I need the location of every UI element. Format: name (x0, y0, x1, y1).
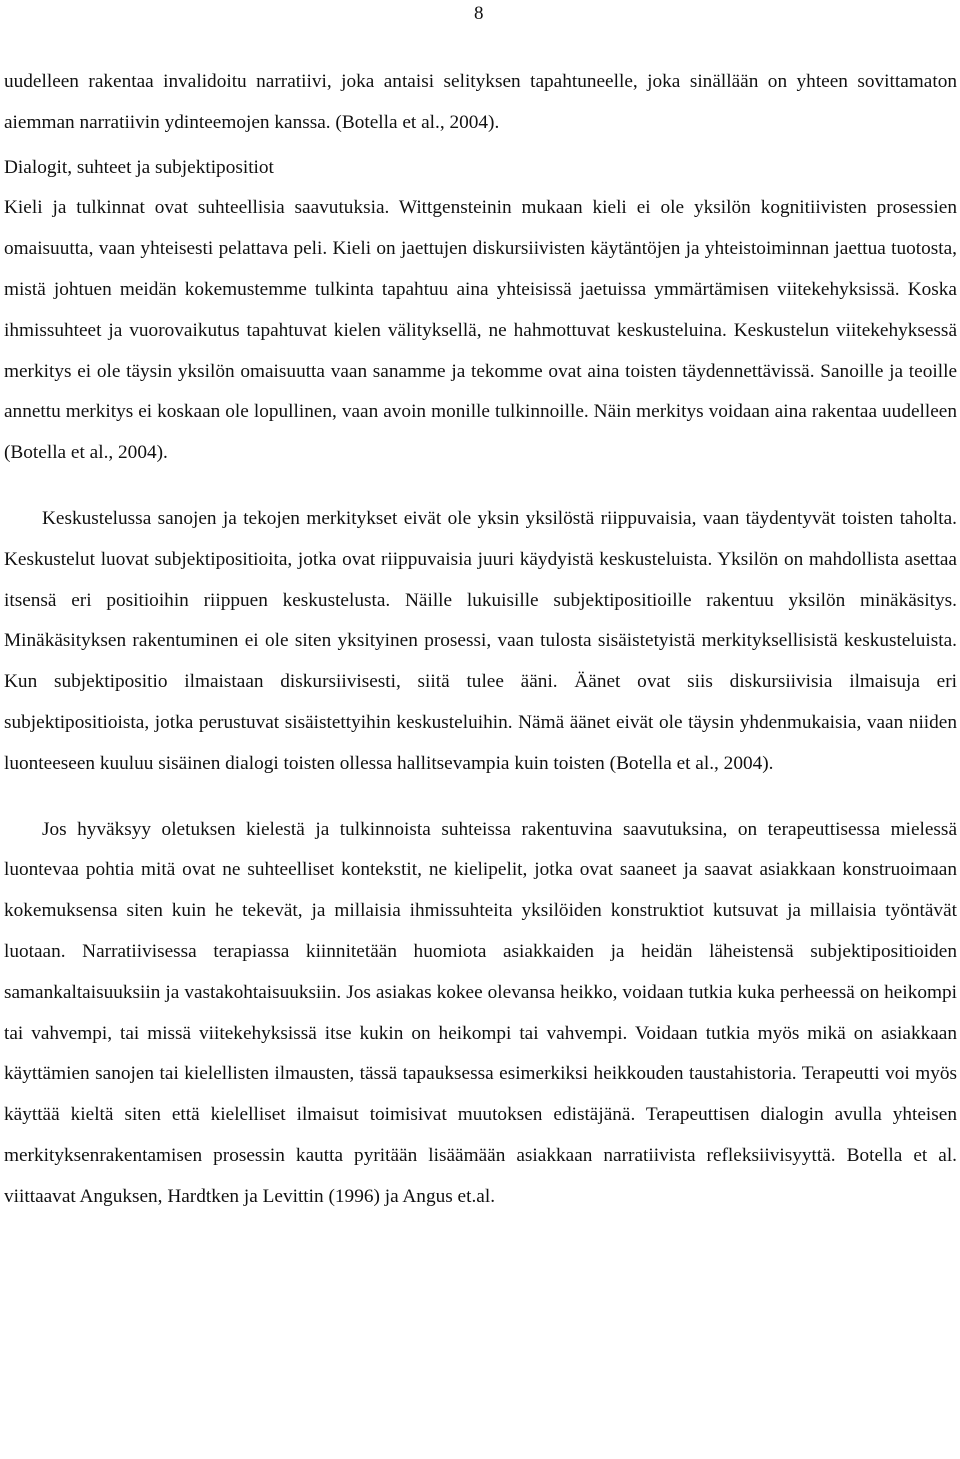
paragraph-continued: uudelleen rakentaa invalidoitu narratiivi, joka antaisi selityksen tapahtuneelle, joka sinällään on yhteen sovittamaton aiemman narratiivin ydinteemojen kanssa. (Botella et al., 2004). (4, 71, 957, 133)
section-heading: Dialogit, suhteet ja subjektipositiot (4, 156, 274, 178)
paragraph-3: Jos hyväksyy oletuksen kielestä ja tulkinnoista suhteissa rakentuvina saavutuksina, on terapeuttisessa mielessä luontevaa pohtia mitä ovat ne suhteelliset kontekstit, ne kielipelit, jotka ovat saaneet ja saavat asiakkaan konstruoimaan kokemuksensa siten kuin he tekevät, ja millaisia ihmissuhteita yksilöiden konstruktiot kutsuvat ja millaisia työntävät luotaan. Narratiivisessa terapiassa kiinnitetään huomiota asiakkaiden ja heidän läheistensä subjektipositioiden samankaltaisuuksiin ja vastakohtaisuuksiin. Jos asiakas kokee olevansa heikko, voidaan tutkia kuka perheessä on heikompi tai vahvempi, tai missä viitekehyksissä itse kukin on heikompi tai vahvempi. Voidaan tutkia myös mikä on asiakkaan käyttämien sanojen tai kielellisten ilmausten, tässä tapauksessa esimerkiksi heikkouden taustahistoria. Terapeutti voi myös käyttää kieltä siten että kielelliset ilmaisut toimisivat muutoksen edistäjänä. Terapeuttisen dialogin avulla yhteisen merkityksenrakentamisen prosessin kautta pyritään lisäämään asiakkaan narratiivista refleksiivisyyttä. Botella et al. viittaavat Anguksen, Hardtken ja Levittin (1996) ja Angus et.al. (4, 818, 957, 1207)
paragraph-2: Keskustelussa sanojen ja tekojen merkitykset eivät ole yksin yksilöstä riippuvaisia, vaan täydentyvät toisten taholta. Keskustelut luovat subjektipositioita, jotka ovat riippuvaisia juuri käydyistä keskusteluista. Yksilön on mahdollista asettaa itsensä eri positioihin riippuen keskustelusta. Näille lukuisille subjektipositioille rakentuu yksilön minäkäsitys. Minäkäsityksen rakentuminen ei ole siten yksityinen prosessi, vaan tulosta sisäistetyistä merkityksellisistä keskusteluista. Kun subjektipositio ilmaistaan diskursiivisesti, siitä tulee ääni. Äänet ovat siis diskursiivisia ilmaisuja eri subjektipositioista, jotka perustuvat sisäistettyihin keskusteluihin. Nämä äänet eivät ole täysin yhdenmukaisia, vaan niiden luonteeseen kuuluu sisäinen dialogi toisten ollessa hallitsevampia kuin toisten (Botella et al., 2004). (4, 507, 957, 774)
paragraph-1: Kieli ja tulkinnat ovat suhteellisia saavutuksia. Wittgensteinin mukaan kieli ei ole yksilön kognitiivisten prosessien omaisuutta, vaan yhteisesti pelattava peli. Kieli on jaettujen diskursiivisten käytäntöjen ja yhteistoiminnan jaettua tuotosta, mistä johtuen meidän kokemustemme tulkinta tapahtuu aina yhteisissä jaetuissa ymmärtämisen viitekehyksissä. Koska ihmissuhteet ja vuorovaikutus tapahtuvat kielen välityksellä, ne hahmottuvat keskusteluina. Keskustelun viitekehyksessä merkitys ei ole täysin yksilön omaisuutta vaan sanamme ja tekomme ovat aina toisten täydennettävissä. Sanoille ja teoille annettu merkitys ei koskaan ole lopullinen, vaan avoin monille tulkinnoille. Näin merkitys voidaan aina rakentaa uudelleen (Botella et al., 2004). (4, 197, 957, 464)
page-number: 8 (474, 3, 484, 24)
document-body (4, 62, 957, 1218)
